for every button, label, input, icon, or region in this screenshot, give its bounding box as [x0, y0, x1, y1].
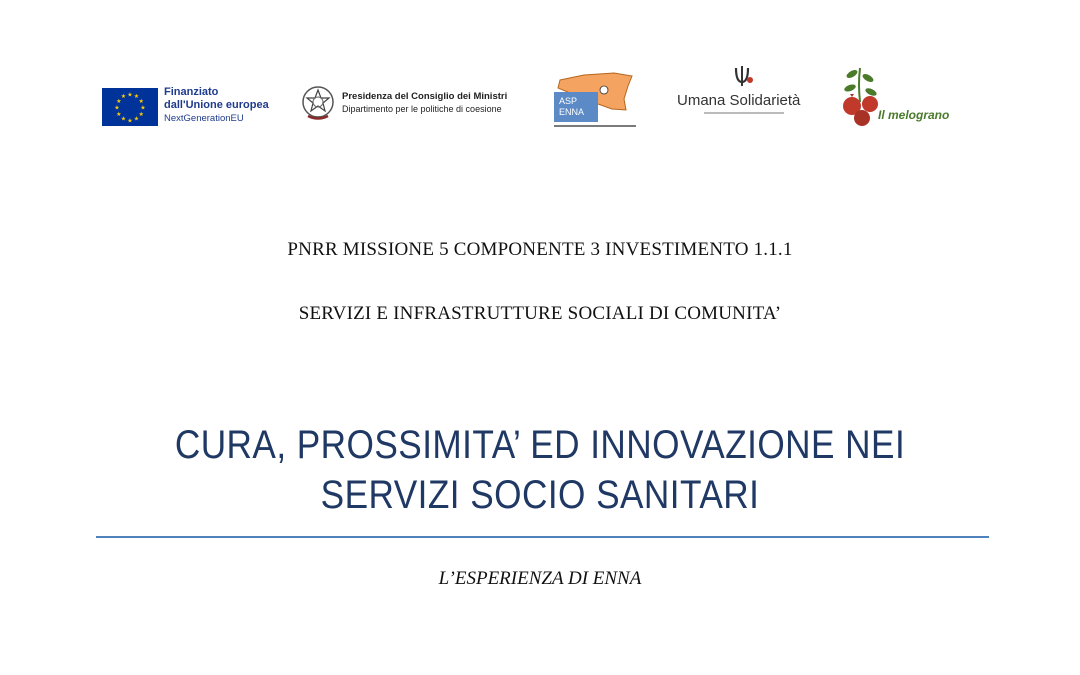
svg-text:★: ★	[120, 93, 127, 101]
svg-text:★: ★	[133, 93, 140, 101]
eu-funding-logo	[102, 86, 282, 128]
umana-logo-name: Umana Solidarietà	[677, 92, 801, 109]
asp-enna-logo	[532, 66, 656, 132]
svg-text:★: ★	[120, 115, 127, 123]
eu-logo-line3: NextGenerationEU	[164, 113, 244, 124]
svg-text:★: ★	[116, 97, 122, 105]
presidenza-logo-line2: Dipartimento per le politiche di coesione	[342, 104, 502, 114]
umana-symbol-icon	[730, 64, 756, 90]
logo-bar	[0, 0, 1080, 140]
asp-logo-line2: ENNA	[559, 107, 585, 117]
page-title-line1: CURA, PROSSIMITA’ ED INNOVAZIONE NEI	[174, 423, 906, 467]
melograno-logo	[838, 64, 960, 130]
svg-text:★: ★	[138, 110, 144, 118]
svg-text:★: ★	[114, 104, 120, 112]
svg-text:★: ★	[127, 117, 133, 125]
umana-solidarieta-logo	[672, 62, 814, 132]
svg-text:★: ★	[138, 97, 144, 105]
italian-emblem-icon	[300, 84, 336, 122]
page-title	[100, 420, 980, 520]
svg-text:★: ★	[116, 110, 122, 118]
svg-text:★: ★	[140, 104, 146, 112]
eu-logo-line2: dall'Unione europea	[164, 99, 269, 111]
presidenza-logo	[300, 82, 530, 130]
eu-logo-line1: Finanziato	[164, 86, 219, 98]
umana-logo-tagline	[704, 112, 784, 114]
services-line: SERVIZI E INFRASTRUTTURE SOCIALI DI COMUNITA’	[298, 303, 782, 324]
presidenza-logo-line1: Presidenza del Consiglio dei Ministri	[342, 91, 508, 102]
eu-flag-icon	[102, 88, 158, 126]
page-subtitle: L’ESPERIENZA DI ENNA	[438, 568, 642, 589]
page-title-line2: SERVIZI SOCIO SANITARI	[320, 473, 760, 517]
title-divider	[96, 536, 989, 538]
asp-logo-line1: ASP	[559, 96, 578, 106]
svg-text:★: ★	[127, 91, 133, 99]
pnrr-mission-line: PNRR MISSIONE 5 COMPONENTE 3 INVESTIMENTO 1.1.1	[287, 239, 793, 260]
melograno-logo-name: Il melograno	[878, 108, 950, 122]
svg-text:★: ★	[133, 115, 140, 123]
